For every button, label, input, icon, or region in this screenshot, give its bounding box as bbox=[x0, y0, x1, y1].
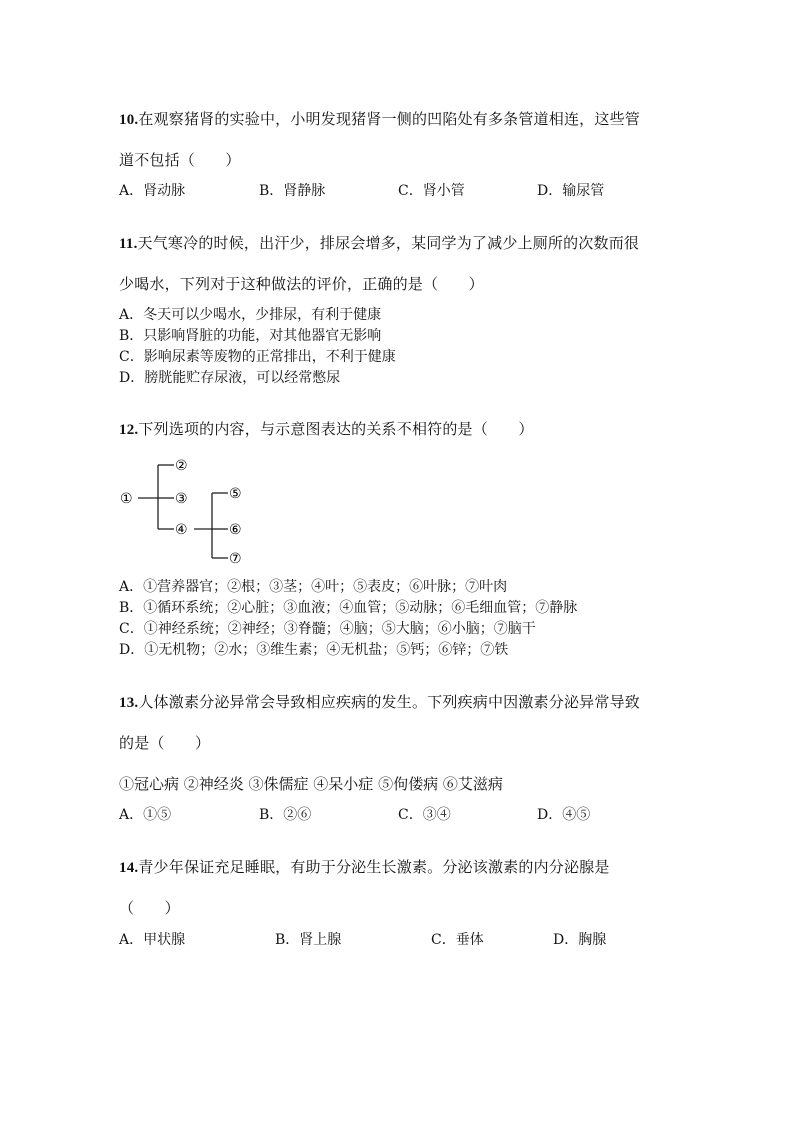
q14-option-d: D．胸腺 bbox=[553, 932, 607, 948]
q14-option-b: B．肾上腺 bbox=[275, 932, 342, 948]
q12-stem-line1: 12.下列选项的内容，与示意图表达的关系不相符的是（ ） bbox=[119, 420, 534, 438]
q11-stem-line1: 11.天气寒冷的时候，出汗少，排尿会增多，某同学为了减少上厕所的次数而很 bbox=[119, 234, 640, 252]
tree-node-5: ⑤ bbox=[229, 486, 242, 502]
tree-node-3: ③ bbox=[175, 491, 188, 507]
q11-stem-line2: 少喝水，下列对于这种做法的评价，正确的是（ ） bbox=[119, 275, 484, 293]
q11-option-d: D．膀胱能贮存尿液，可以经常憋尿 bbox=[119, 370, 341, 386]
q14-option-a: A．甲状腺 bbox=[119, 932, 186, 948]
q13-stem-line2: 的是（ ） bbox=[119, 734, 211, 752]
q14-number: 14. bbox=[119, 860, 139, 876]
q11-option-a: A．冬天可以少喝水，少排尿，有利于健康 bbox=[119, 307, 382, 323]
q13-option-c: C．③④ bbox=[398, 807, 451, 823]
q11-number: 11. bbox=[119, 236, 138, 252]
q12-option-c: C．①神经系统；②神经；③脊髓；④脑；⑤大脑；⑥小脑；⑦脑干 bbox=[119, 621, 536, 637]
tree-node-4: ④ bbox=[175, 522, 188, 538]
tree-diagram-svg bbox=[116, 452, 266, 570]
q14-stem-line1: 14.青少年保证充足睡眠，有助于分泌生长激素。分泌该激素的内分泌腺是 bbox=[119, 858, 610, 876]
q12-option-d: D．①无机物；②水；③维生素；④无机盐；⑤钙；⑥锌；⑦铁 bbox=[119, 642, 509, 658]
tree-node-7: ⑦ bbox=[229, 551, 242, 567]
q10-stem-line2: 道不包括（ ） bbox=[119, 151, 241, 169]
q13-disease-list: ①冠心病 ②神经炎 ③侏儒症 ④呆小症 ⑤佝偻病 ⑥艾滋病 bbox=[119, 775, 503, 793]
q14-option-c: C．垂体 bbox=[431, 932, 484, 948]
q11-option-b: B．只影响肾脏的功能，对其他器官无影响 bbox=[119, 328, 382, 344]
q11-option-c: C．影响尿素等废物的正常排出，不利于健康 bbox=[119, 349, 396, 365]
tree-node-6: ⑥ bbox=[229, 522, 242, 538]
tree-node-1: ① bbox=[120, 491, 133, 507]
q10-number: 10. bbox=[119, 112, 139, 128]
q13-option-a: A．①⑤ bbox=[119, 807, 172, 823]
q12-number: 12. bbox=[119, 422, 139, 438]
tree-node-2: ② bbox=[175, 458, 188, 474]
q13-number: 13. bbox=[119, 695, 139, 711]
q10-option-a: A．肾动脉 bbox=[119, 183, 186, 199]
q10-option-d: D．输尿管 bbox=[537, 183, 605, 199]
q12-option-a: A．①营养器官；②根；③茎；④叶；⑤表皮；⑥叶脉；⑦叶肉 bbox=[119, 579, 508, 595]
q14-stem-line2: （ ） bbox=[119, 899, 180, 917]
q13-option-b: B．②⑥ bbox=[259, 807, 312, 823]
q10-option-b: B．肾静脉 bbox=[259, 183, 326, 199]
q10-stem-line1: 10.在观察猪肾的实验中，小明发现猪肾一侧的凹陷处有多条管道相连，这些管 bbox=[119, 110, 640, 128]
q12-option-b: B．①循环系统；②心脏；③血液；④血管；⑤动脉；⑥毛细血管；⑦静脉 bbox=[119, 600, 578, 616]
q13-stem-line1: 13.人体激素分泌异常会导致相应疾病的发生。下列疾病中因激素分泌异常导致 bbox=[119, 693, 640, 711]
q13-option-d: D．④⑤ bbox=[537, 807, 591, 823]
q10-option-c: C．肾小管 bbox=[398, 183, 465, 199]
tree-diagram bbox=[116, 452, 266, 570]
